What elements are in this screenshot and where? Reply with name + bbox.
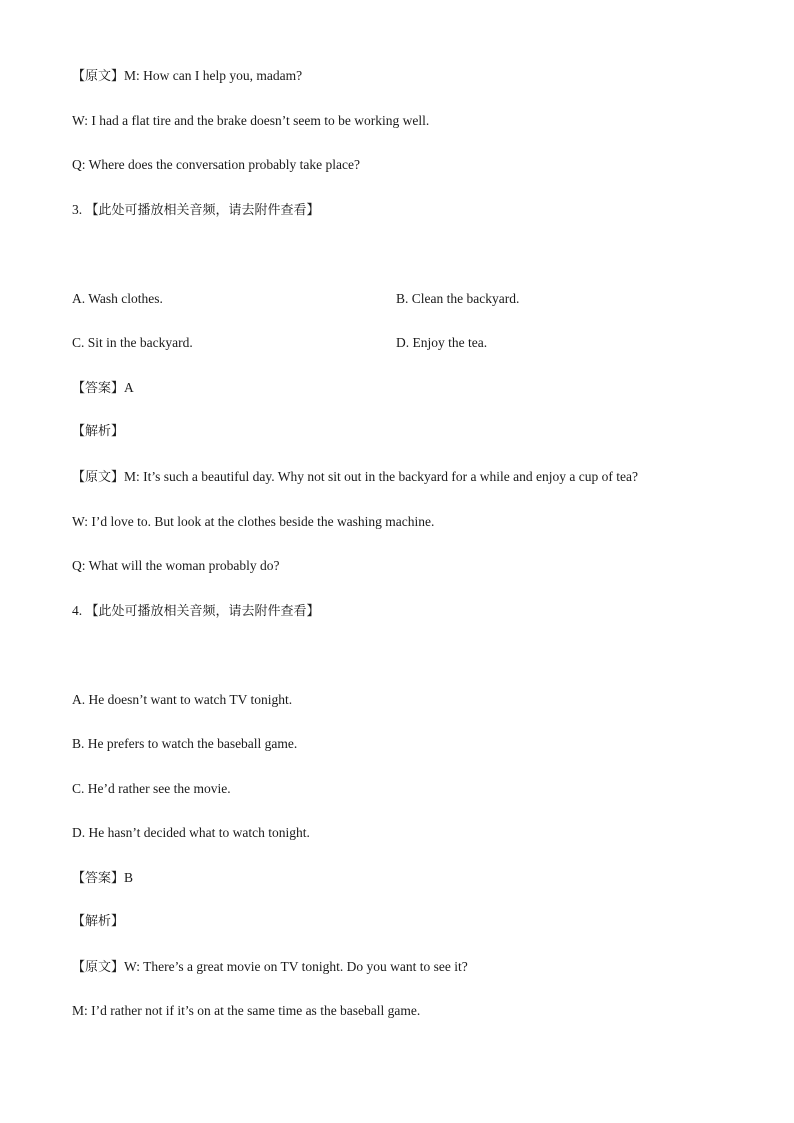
q3-option-b: B. Clean the backyard. — [396, 291, 520, 306]
q3-number: 3. — [72, 202, 83, 217]
q4-option-b: B. He prefers to watch the baseball game. — [72, 736, 298, 751]
q3-header — [72, 201, 320, 220]
q2-transcript-line-1 — [72, 67, 302, 86]
answer-label: 【答案】 — [72, 871, 125, 886]
q3-analysis-label: 【解析】 — [72, 424, 125, 439]
q4-option-d: D. He hasn’t decided what to watch tonight. — [72, 825, 310, 840]
transcript-label: 【原文】 — [72, 69, 125, 84]
transcript-text: W: There’s a great movie on TV tonight. Do you want to see it? — [124, 959, 468, 974]
q4-option-a: A. He doesn’t want to watch TV tonight. — [72, 692, 293, 707]
transcript-label: 【原文】 — [72, 470, 125, 485]
q2-transcript-line-2: W: I had a flat tire and the brake doesn’t seem to be working well. — [72, 113, 430, 128]
q3-transcript-line-1 — [72, 468, 638, 487]
transcript-label: 【原文】 — [72, 960, 125, 975]
q4-number: 4. — [72, 603, 83, 618]
q4-option-c: C. He’d rather see the movie. — [72, 781, 231, 796]
q4-transcript-line-1 — [72, 958, 468, 977]
q3-question: Q: What will the woman probably do? — [72, 558, 280, 573]
q3-option-d: D. Enjoy the tea. — [396, 335, 488, 350]
answer-value: B — [124, 870, 134, 885]
q4-transcript-line-2: M: I’d rather not if it’s on at the same time as the baseball game. — [72, 1003, 421, 1018]
answer-value: A — [124, 380, 134, 395]
q4-analysis-label: 【解析】 — [72, 914, 125, 929]
transcript-text: M: How can I help you, madam? — [124, 68, 303, 83]
q4-answer — [72, 869, 133, 888]
q2-question: Q: Where does the conversation probably take place? — [72, 157, 361, 172]
q3-audio-prompt[interactable]: 【此处可播放相关音频，请去附件查看】 — [85, 203, 320, 218]
q4-audio-prompt[interactable]: 【此处可播放相关音频，请去附件查看】 — [85, 604, 320, 619]
q3-transcript-line-2: W: I’d love to. But look at the clothes beside the washing machine. — [72, 514, 435, 529]
q4-header — [72, 602, 320, 621]
q3-option-a: A. Wash clothes. — [72, 291, 163, 306]
q3-option-c: C. Sit in the backyard. — [72, 335, 193, 350]
answer-label: 【答案】 — [72, 381, 125, 396]
q3-answer — [72, 379, 134, 398]
transcript-text: M: It’s such a beautiful day. Why not sit out in the backyard for a while and enjoy a cup of tea? — [124, 469, 638, 484]
